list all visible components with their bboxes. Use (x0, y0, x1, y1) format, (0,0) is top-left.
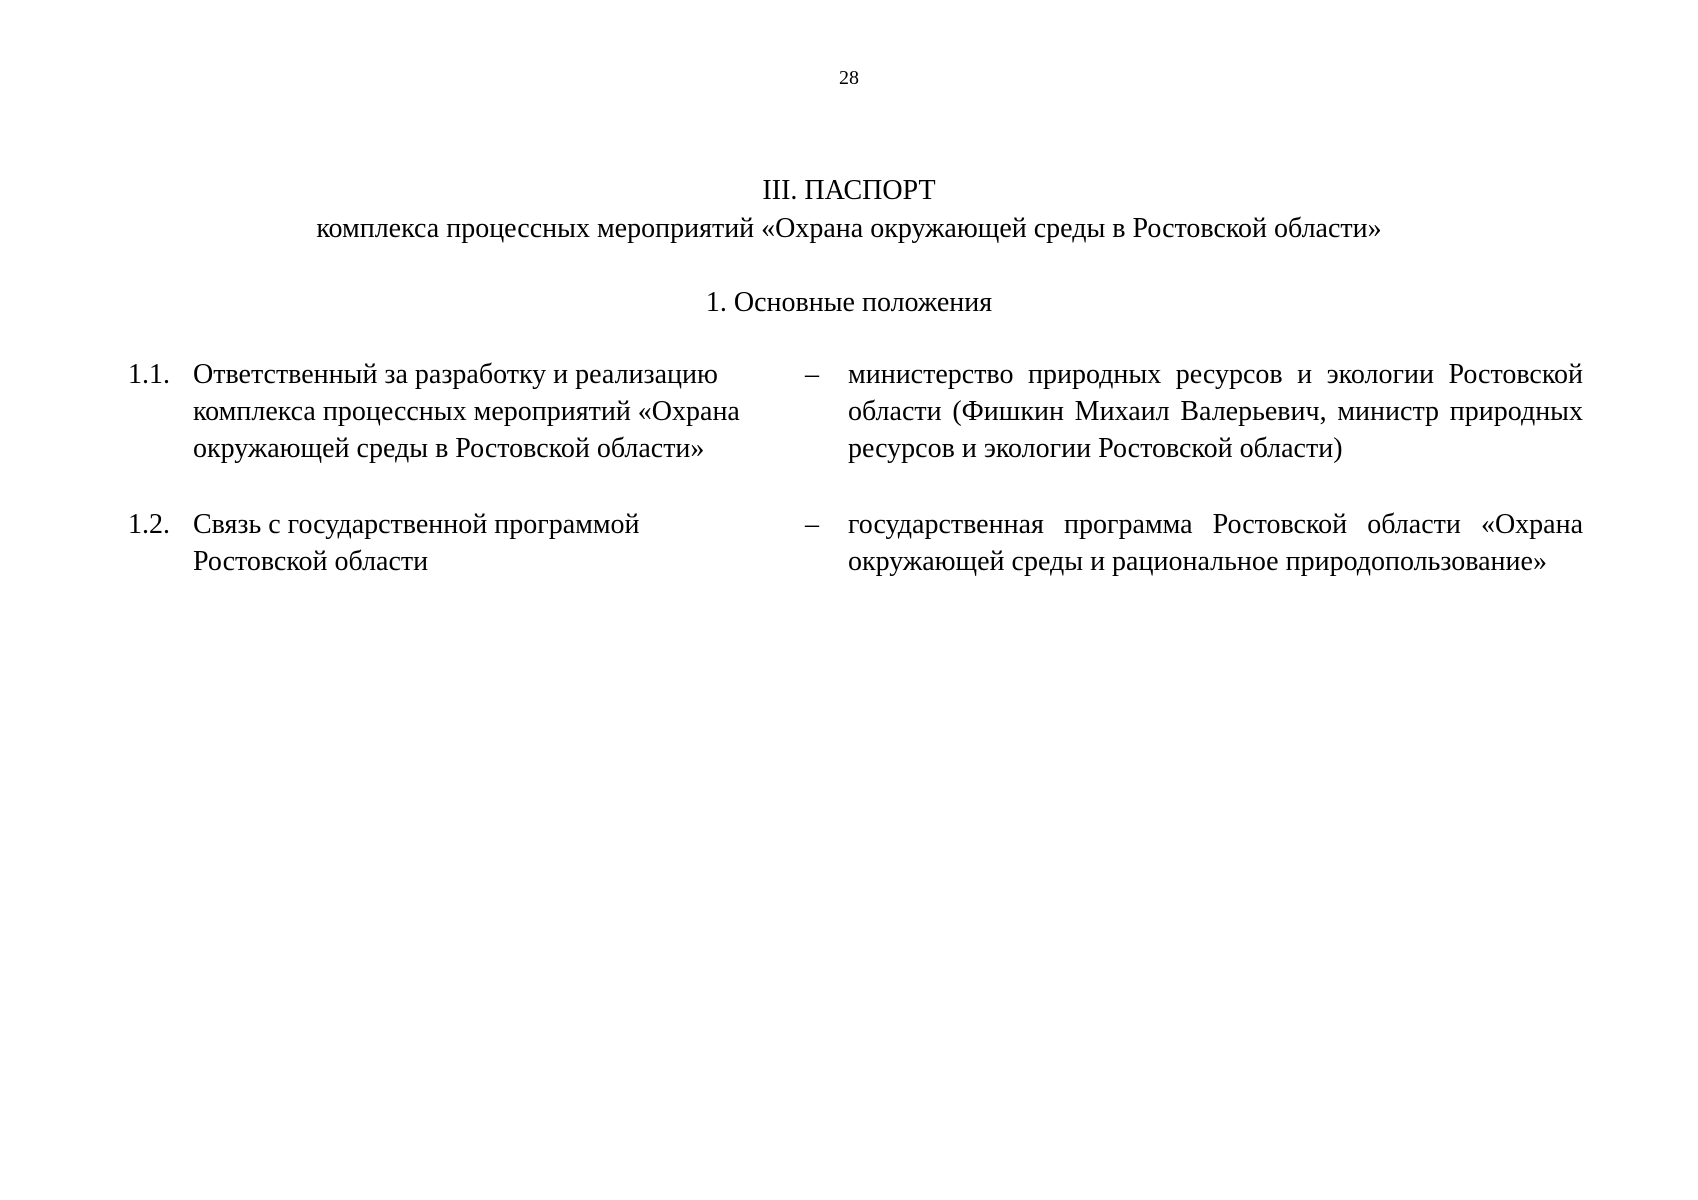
title-heading: III. ПАСПОРТ (762, 175, 936, 206)
item-value: государственная программа Ростовской области «Охрана окружающей среды и рациональное природопользование» (848, 509, 1583, 577)
item-number: 1.1. (128, 359, 170, 390)
section-heading: 1. Основные положения (705, 287, 993, 318)
item-dash: – (805, 359, 819, 390)
item-number: 1.2. (128, 509, 170, 540)
document-title (0, 172, 1698, 248)
title-subheading: комплекса процессных мероприятий «Охрана окружающей среды в Ростовской области» (316, 213, 1382, 244)
item-value: министерство природных ресурсов и экологии Ростовской области (Фишкин Михаил Валерьевич, министр природных ресурсов и экологии Ростовской области) (848, 359, 1583, 464)
provision-item (0, 506, 1698, 616)
item-dash: – (805, 509, 819, 540)
item-label: Ответственный за разработку и реализацию комплекса процессных мероприятий «Охрана окружающей среды в Ростовской области» (193, 359, 740, 464)
page-number: 28 (839, 67, 859, 89)
provision-item (0, 356, 1698, 506)
item-label: Связь с государственной программой Ростовской области (193, 509, 640, 577)
provisions-list (0, 356, 1698, 616)
